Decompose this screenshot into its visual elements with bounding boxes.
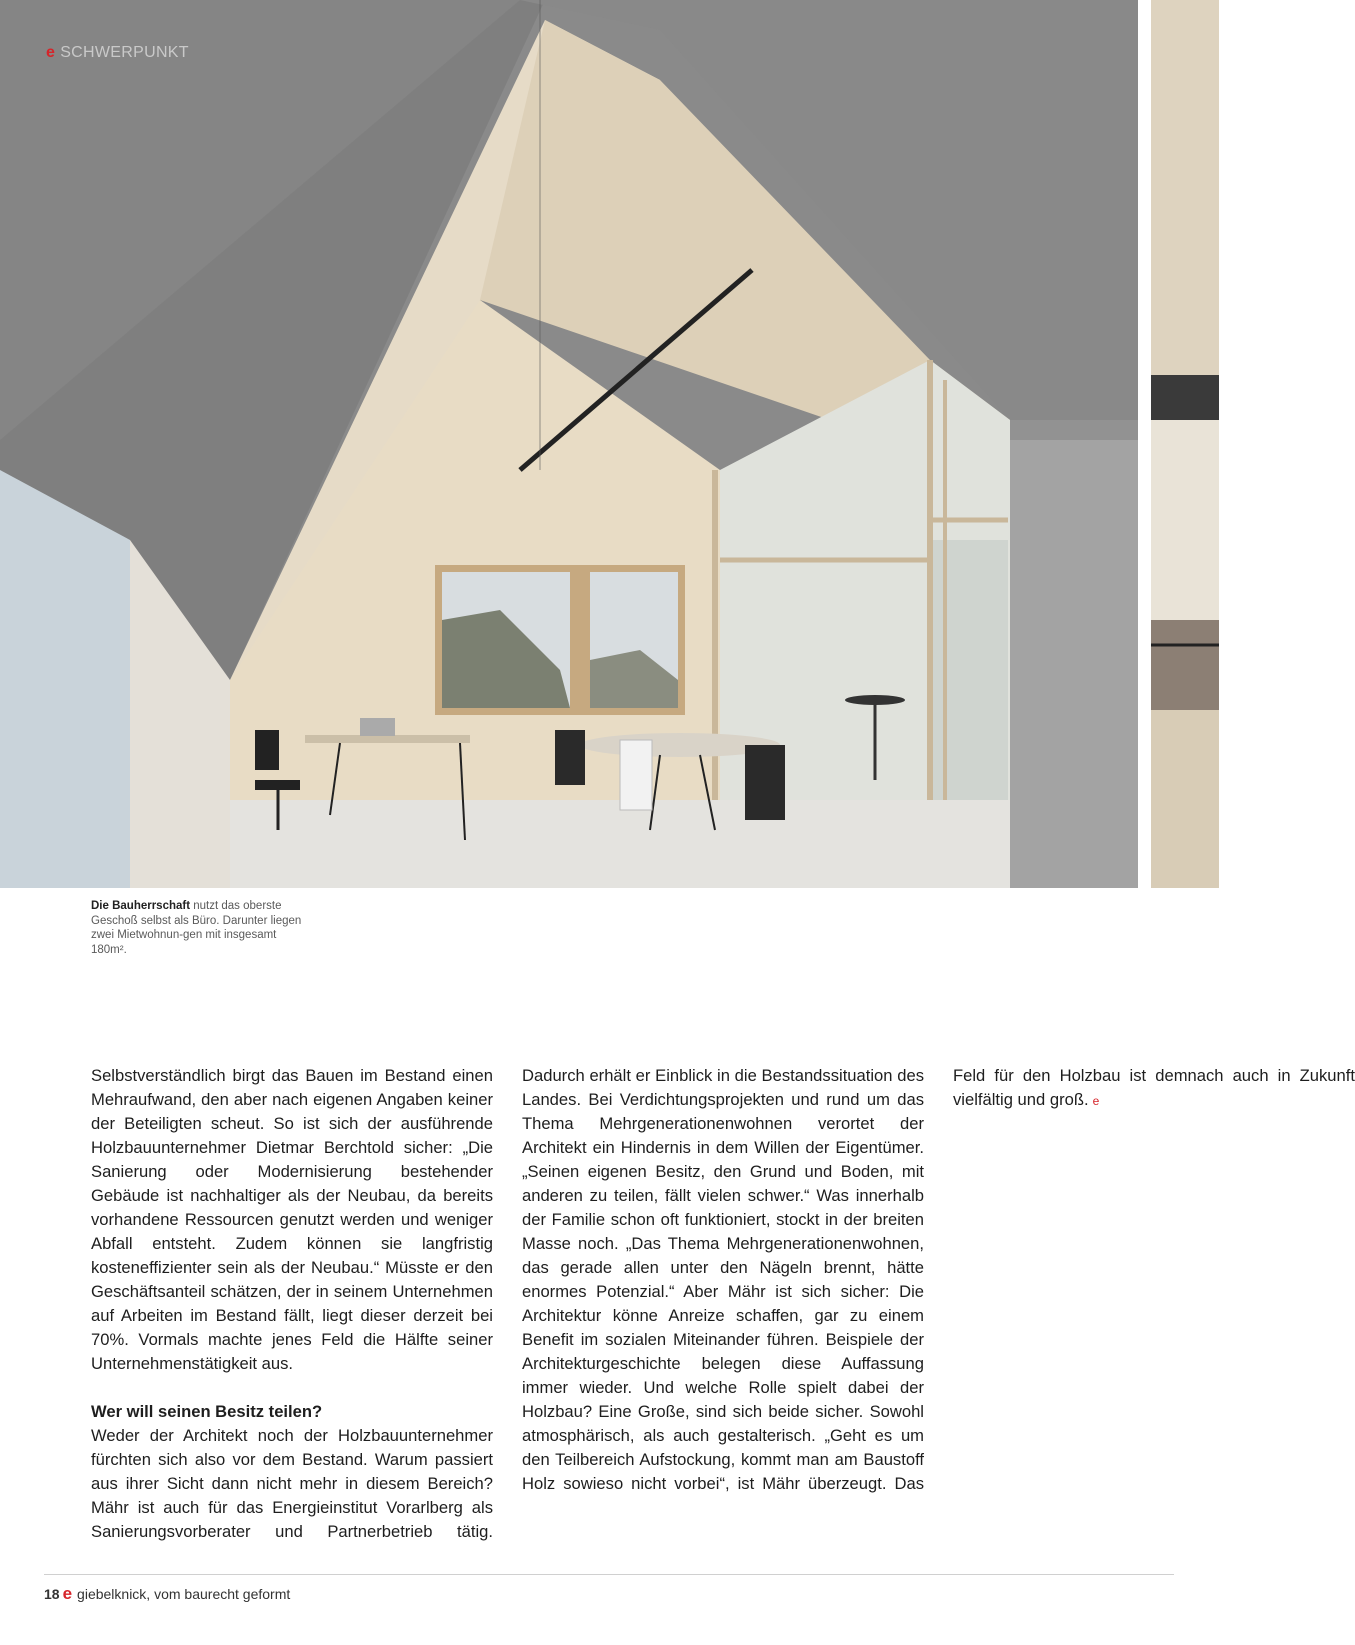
magazine-logo-mark: e — [46, 44, 56, 61]
page-number: 18 — [44, 1586, 60, 1602]
footer-title: giebelknick, vom baurecht geformt — [77, 1586, 291, 1602]
page-footer — [44, 1584, 290, 1604]
attic-office-photo — [0, 0, 1138, 888]
body-paragraph-2-text: Weder der Architekt noch der Holzbauunternehmer fürchten sich also vor dem Bestand. Warum passiert aus ihrer Sicht dann nicht mehr in diesem Bereich? Mähr ist auch für das Energieinstitut Vorarlberg als Sanierungsvorberater und Partnerbetrieb tätig. Dadurch erhält er Einblick in die Bestandssituation des Landes. Bei Verdichtungsprojekten und rund um das Thema Mehrgenerationenwohnen verortet der Architekt ein Hindernis in dem Willen der Eigentümer. „Seinen eigenen Besitz, den Grund und Boden, mit anderen zu teilen, fällt vielen schwer.“ Was innerhalb der Familie schon oft funktioniert, stockt in der breiten Masse noch. „Das Thema Mehrgenerationenwohnen, das gerade allen unter den Nägeln brennt, hätte enormes Potenzial.“ Aber Mähr ist sich sicher: Die Architektur könne Anreize schaffen, gar zu einem Benefit im sozialen Miteinander führen. Beispiele der Architekturgeschichte belegen diese Auffassung immer wieder. Und welche Rolle spielt dabei der Holzbau? Eine Große, sind sich beide sicher. Sowohl atmosphärisch, als auch gestalterisch. „Geht es um den Teilbereich Aufstockung, kommt man am Baustoff Holz sowieso nicht vorbei“, ist Mähr überzeugt. Das Feld für den Holzbau ist demnach auch in Zukunft vielfältig und groß. — [91, 1066, 1355, 1541]
photo-caption — [91, 899, 311, 957]
body-paragraph-1: Selbstverständlich birgt das Bauen im Bestand einen Mehraufwand, den aber nach eigenen Angaben keiner der Beteiligten scheut. So ist sich der ausführende Holzbauunternehmer Dietmar Berchtold sicher: „Die Sanierung oder Modernisierung bestehender Gebäude ist nachhaltiger als der Neubau, da bereits vorhandene Ressourcen genutzt werden und weniger Abfall entsteht. Zudem können sie langfristig kosteneffizienter sein als der Neubau.“ Müsste er den Geschäftsanteil schätzen, der in seinem Unternehmen auf Arbeiten im Bestand fällt, liegt dieser derzeit bei 70%. Vormals machte jenes Feld die Hälfte seiner Unternehmenstätigkeit aus. — [91, 1066, 493, 1373]
section-header — [46, 44, 189, 62]
footer-divider — [44, 1574, 1174, 1575]
end-mark: e — [1092, 1094, 1100, 1108]
body-column-left — [91, 1064, 1355, 1544]
adjacent-photo-strip — [1151, 0, 1219, 888]
footer-logo-mark: e — [62, 1584, 73, 1603]
caption-text: nutzt das oberste Geschoß selbst als Büro. Darunter liegen zwei Mietwohnun-gen mit insgesamt 180m². — [91, 900, 302, 956]
section-title: SCHWERPUNKT — [60, 44, 189, 61]
caption-lead: Die Bauherrschaft — [91, 900, 191, 912]
subheading: Wer will seinen Besitz teilen? — [91, 1402, 323, 1421]
